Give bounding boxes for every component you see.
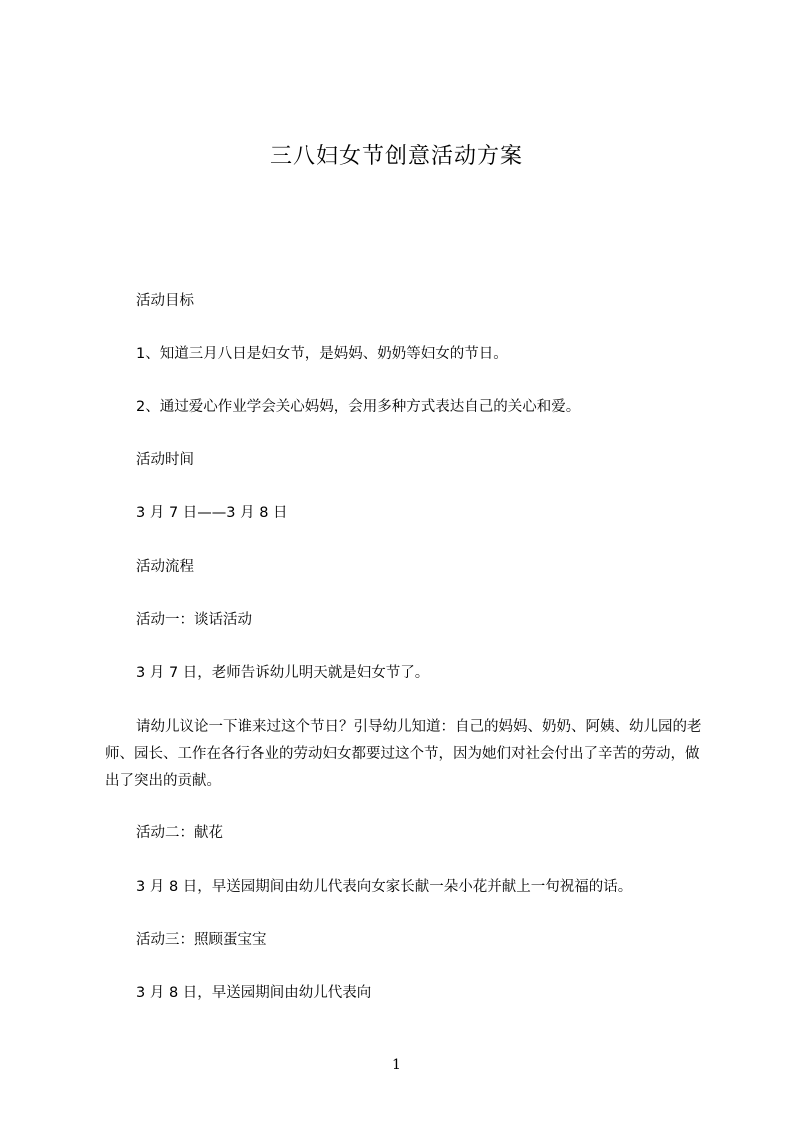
activity-three-heading: 活动三：照顾蛋宝宝 — [136, 932, 267, 948]
goal-item-2: 2、通过爱心作业学会关心妈妈，会用多种方式表达自己的关心和爱。 — [136, 399, 581, 415]
activity-date-range: 3 月 7 日——3 月 8 日 — [136, 505, 288, 521]
goal-item-1: 1、知道三月八日是妇女节，是妈妈、奶奶等妇女的节日。 — [136, 346, 508, 362]
activity-two-heading: 活动二：献花 — [136, 825, 223, 841]
activity-one-description: 请幼儿议论一下谁来过这个节日？引导幼儿知道：自己的妈妈、奶奶、阿姨、幼儿园的老师、园长、工作在各行各业的劳动妇女都要过这个节，因为她们对社会付出了辛苦的劳动，做出了突出的贡献。 — [105, 719, 702, 789]
activity-one-date: 3 月 7 日，老师告诉幼儿明天就是妇女节了。 — [136, 665, 430, 681]
activity-one-heading: 活动一：谈话活动 — [136, 612, 252, 628]
section-heading-time: 活动时间 — [136, 452, 194, 468]
section-heading-process: 活动流程 — [136, 559, 194, 575]
page-number: 1 — [392, 1057, 401, 1073]
activity-three-description: 3 月 8 日，早送园期间由幼儿代表向 — [136, 985, 372, 1001]
section-heading-goals: 活动目标 — [136, 293, 194, 309]
document-title: 三八妇女节创意活动方案 — [269, 144, 523, 169]
activity-two-description: 3 月 8 日，早送园期间由幼儿代表向女家长献一朵小花并献上一句祝福的话。 — [136, 879, 633, 895]
